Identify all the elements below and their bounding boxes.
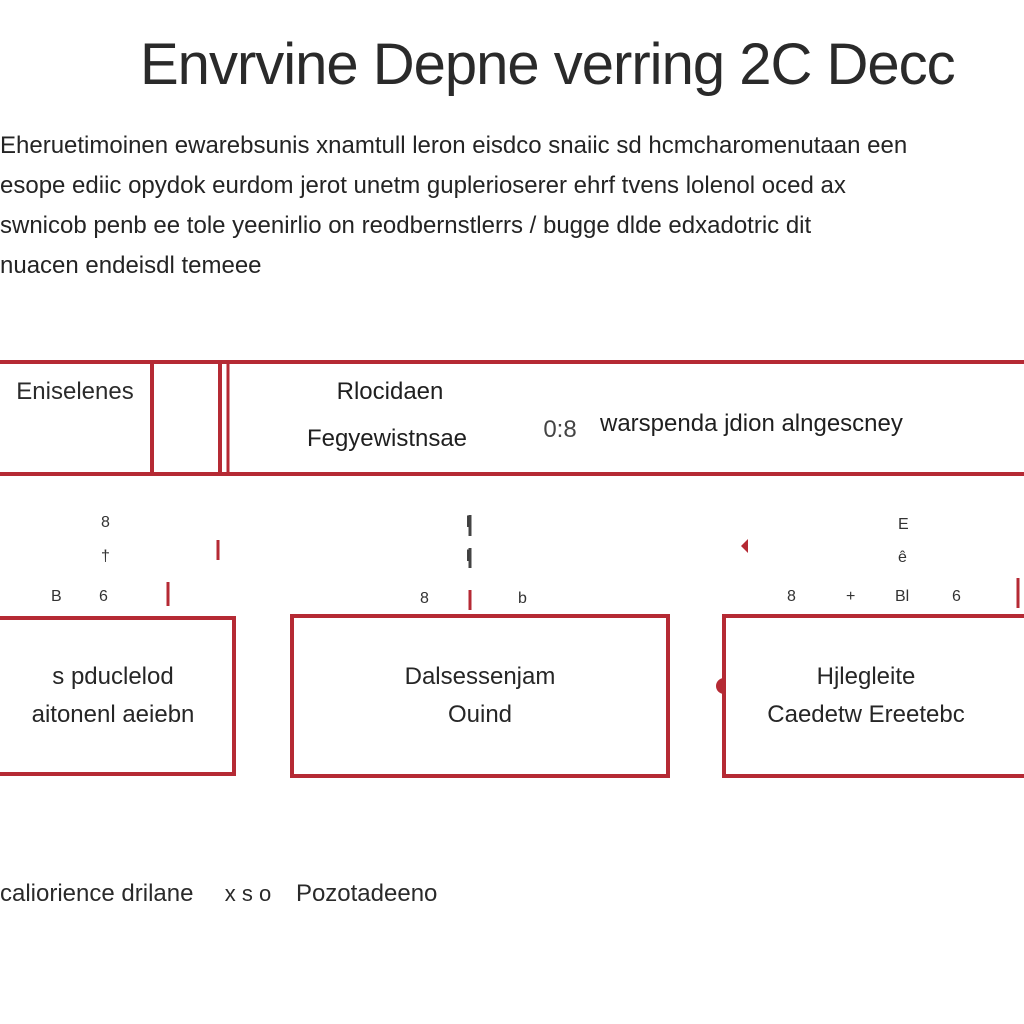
connector-label: B — [51, 588, 62, 605]
arrow-left-icon — [741, 539, 748, 553]
banner-meta-value: 0:8 — [543, 416, 577, 443]
connector-label: † — [101, 548, 110, 565]
description-line: swnicob penb ee tole yeenirlio on reodbernstlerrs / bugge dlde edxadotric dit — [0, 212, 812, 239]
process-box-left — [0, 616, 236, 776]
process-box-right-line2: Caedetw Ereetebc — [767, 701, 965, 728]
process-box-left-line2: aitonenl aeiebn — [31, 701, 195, 728]
page-title: Envrvine Depne verring 2C Decc — [140, 32, 955, 97]
connector-label: Bl — [895, 588, 910, 605]
process-box-right — [722, 614, 1024, 778]
process-box-center-line1: Dalsessenjam — [404, 663, 556, 690]
connector-label: 8 — [101, 514, 110, 531]
connector-label: 8 — [787, 588, 796, 605]
process-box-center-line2: Ouind — [447, 701, 513, 728]
connector-label: b — [518, 590, 527, 607]
footer-right-text: Pozotadeeno — [295, 880, 438, 907]
banner-main-subtitle: Fegyewistnsae — [306, 425, 468, 452]
footer-middle-text: x s o — [224, 881, 272, 906]
connector-label: 6 — [99, 588, 108, 605]
process-box-center — [290, 614, 670, 778]
footer-caption — [0, 880, 1024, 908]
process-box-right-line1: Hjlegleite — [816, 663, 916, 690]
banner-main-title: Rlocidaen — [336, 378, 444, 405]
footer-left-text: caliorience drilane — [0, 880, 194, 907]
connector-label: 6 — [952, 588, 961, 605]
description-line: esope ediic opydok eurdom jerot unetm guplerioserer ehrf tvens lolenol oced ax — [0, 172, 846, 199]
description-line: nuacen endeisdl temeee — [0, 252, 262, 279]
connector-label: l — [466, 514, 470, 531]
connector-label: l — [466, 548, 470, 565]
connector-label: ê — [898, 549, 907, 566]
banner-right-text: warspenda jdion alngescney — [600, 410, 903, 437]
connector-label: 8 — [420, 590, 429, 607]
connector-label: E — [898, 516, 909, 533]
banner-left-label: Eniselenes — [16, 378, 134, 405]
process-box-left-line1: s pduclelod — [52, 663, 174, 690]
description-line: Eheruetimoinen ewarebsunis xnamtull leron eisdco snaiic sd hcmcharomenutaan een — [0, 132, 908, 159]
connector-label: + — [846, 588, 856, 605]
